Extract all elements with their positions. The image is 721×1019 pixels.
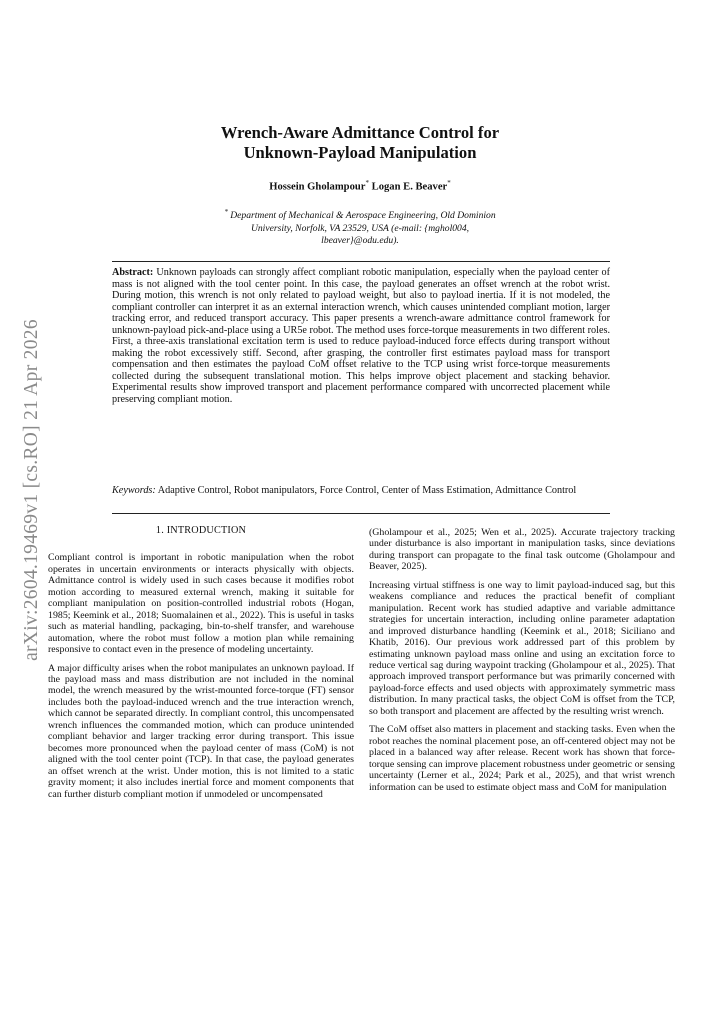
right-column: [369, 527, 675, 800]
paper-title: [110, 123, 610, 163]
section-heading: 1. INTRODUCTION: [155, 525, 247, 536]
paragraph: (Gholampour et al., 2025; Wen et al., 2025). Accurate trajectory tracking under disturbance is also important in manipulation tasks, since deviations during transport can propagate to the final task outcome (Gholampour and Beaver, 2025).: [369, 527, 675, 573]
keywords-text: Adaptive Control, Robot manipulators, Force Control, Center of Mass Estimation, Admittance Control: [157, 485, 577, 496]
author-footnote-mark: *: [447, 179, 451, 187]
keywords: [112, 485, 610, 497]
abstract: [112, 267, 610, 406]
paragraph: Increasing virtual stiffness is one way to limit payload-induced sag, but this weakens compliance and reduces the practical benefit of compliant manipulation. Recent work has studied adaptive and variable admittance strategies for uncertain interaction, including online parameter adaptation and improved disturbance handling (Keemink et al., 2018; Siciliano and Khatib, 2016). Our previous work addressed part of this problem by estimating unknown payload mass online and using an excitation force to reduce vertical sag during waypoint tracking (Gholampour et al., 2025). That approach improved transport performance but was primarily concerned with payload-force effects and used objects with approximately symmetric mass distribution. In many practical tasks, the object CoM is offset from the TCP, so both transport and placement are affected by the resulting wrist wrench.: [369, 579, 675, 717]
paragraph: The CoM offset also matters in placement and stacking tasks. Even when the robot reaches the nominal placement pose, an off-centered object may not be placed in a balanced way after release. Recent work has shown that force-torque sensing can improve placement robustness under geometric or sensing uncertainty (Lerner et al., 2024; Park et al., 2025), and that wrist wrench information can be used to estimate object mass and CoM for manipulation: [369, 724, 675, 793]
abstract-top-rule: [112, 261, 610, 262]
author-footnote-mark: *: [365, 179, 369, 187]
author-name: Logan E. Beaver: [371, 181, 448, 193]
title-line-1: Wrench-Aware Admittance Control for: [220, 123, 500, 142]
affiliation-line: lbeaver}@odu.edu).: [321, 235, 399, 247]
abstract-bottom-rule: [112, 513, 610, 514]
affiliation: [170, 206, 550, 248]
arxiv-identifier-stamp: [22, 300, 42, 680]
paragraph: Compliant control is important in robotic manipulation when the robot operates in uncertain environments or interacts physically with objects. Admittance control is widely used in such cases because it modifies robot motion according to measured external wrench, making it suitable for compliant manipulation on position-controlled industrial robots (Hogan, 1985; Keemink et al., 2018; Suomalainen et al., 2022). This is useful in tasks such as material handling, packaging, bin-to-shelf transfer, and warehouse automation, where the robot must follow a motion plan while remaining responsive to contact even in the presence of modeling uncertainty.: [48, 552, 354, 656]
paragraph: A major difficulty arises when the robot manipulates an unknown payload. If the payload mass and mass distribution are not included in the nominal model, the wrench measured by the wrist-mounted force-torque (FT) sensor includes both the payload-induced wrench and the true interaction wrench, which cannot be separated directly. In compliant control, this uncompensated wrench influences the commanded motion, which can produce unintended compliant behavior and larger tracking error during transport. This issue becomes more pronounced when the payload center of mass (CoM) is not aligned with the tool center point (TCP). In that case, the payload generates an offset wrench at the wrist. Under motion, this is not limited to a static gravity moment; it also includes inertial force and moment components that can further disturb compliant motion if unmodeled or uncompensated: [48, 662, 354, 800]
keywords-label: Keywords:: [112, 485, 156, 496]
arxiv-identifier-text: arXiv:2604.19469v1 [cs.RO] 21 Apr 2026: [21, 319, 42, 661]
author-list: [110, 179, 610, 193]
author-name: Hossein Gholampour: [269, 181, 366, 193]
abstract-text: Unknown payloads can strongly affect compliant robotic manipulation, especially when the payload center of mass is not aligned with the tool center point. In this case, the payload generates an offset wrench at the robot wrist. During motion, this wrench is not only related to payload weight, but also to payload inertia. If it is not modeled, the compliant controller can interpret it as an external interaction wrench, which causes unintended compliant motion, larger tracking error, and reduced transport accuracy. This paper presents a wrench-aware admittance control framework for unknown-payload pick-and-place using a UR5e robot. The method uses force-torque measurements in two different roles. First, a three-axis translational excitation term is used to reduce payload-induced force effects during transport without making the robot excessively stiff. Second, after grasping, the controller first estimates payload mass for transport compensation and then estimates the payload CoM offset relative to the TCP using wrist force-torque measurements collected during the subsequent translational motion. This helps improve object placement and stacking behavior. Experimental results show improved transport and placement performance compared with uncorrected placement while preserving compliant motion.: [112, 267, 611, 406]
abstract-label: Abstract:: [112, 267, 154, 278]
affiliation-line: Department of Mechanical & Aerospace Engineering, Old Dominion: [230, 210, 496, 222]
affiliation-mark: *: [224, 208, 228, 216]
affiliation-line: University, Norfolk, VA 23529, USA (e-mail: {mghol004,: [250, 222, 470, 234]
left-column: [48, 525, 354, 807]
title-line-2: Unknown-Payload Manipulation: [243, 143, 477, 162]
